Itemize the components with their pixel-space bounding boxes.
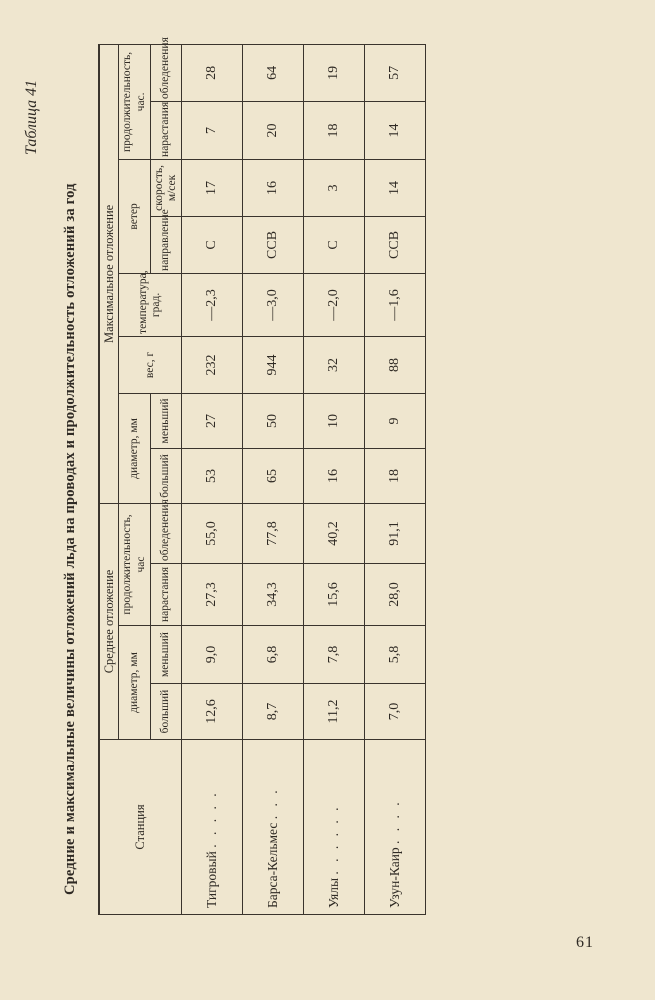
leader-dots: . . . . . . — [326, 804, 342, 875]
wind-direction: С — [182, 216, 243, 273]
avg-duration-icing: 77,8 — [243, 503, 304, 563]
header-max-duration: продолжительность, час. — [119, 44, 150, 159]
avg-duration-icing: 91,1 — [365, 503, 426, 563]
avg-duration-icing: 55,0 — [182, 503, 243, 563]
ice-deposit-table — [98, 37, 426, 915]
header-avg-t-icing: обледенения — [150, 503, 181, 563]
avg-duration-icing: 40,2 — [304, 503, 365, 563]
table-label: Таблица 41 — [23, 79, 40, 155]
wind-speed: 16 — [243, 159, 304, 216]
header-avg-d-smaller: меньший — [150, 626, 181, 684]
max-weight: 944 — [243, 336, 304, 393]
header-wind-direction: направление — [150, 216, 181, 273]
max-temperature: —1,6 — [365, 273, 426, 336]
wind-speed: 17 — [182, 159, 243, 216]
max-temperature: —3,0 — [243, 273, 304, 336]
avg-diameter-larger: 8,7 — [243, 684, 304, 740]
header-avg-duration: продолжительность, час — [119, 503, 150, 625]
header-max-diameter: диаметр, мм — [119, 393, 150, 503]
header-max-d-larger: больший — [150, 448, 181, 503]
header-wind-speed: скорость, м/сек — [150, 159, 181, 216]
avg-diameter-smaller: 5,8 — [365, 626, 426, 684]
max-diameter-larger: 16 — [304, 448, 365, 503]
header-average-deposit: Среднее отложение — [99, 503, 119, 739]
avg-duration-growth: 15,6 — [304, 564, 365, 626]
header-max-t-icing: обледенения — [150, 44, 181, 101]
header-wind: ветер — [119, 159, 150, 273]
max-weight: 232 — [182, 336, 243, 393]
max-duration-icing: 64 — [243, 44, 304, 101]
wind-direction: С — [304, 216, 365, 273]
avg-duration-growth: 34,3 — [243, 564, 304, 626]
avg-diameter-smaller: 6,8 — [243, 626, 304, 684]
station-name: Тигровый — [204, 851, 220, 908]
max-duration-growth: 20 — [243, 101, 304, 159]
header-avg-diameter: диаметр, мм — [119, 626, 150, 740]
max-temperature: —2,3 — [182, 273, 243, 336]
max-diameter-smaller: 9 — [365, 393, 426, 448]
max-diameter-smaller: 27 — [182, 393, 243, 448]
wind-direction: ССВ — [243, 216, 304, 273]
leader-dots: . . . . — [387, 799, 403, 844]
wind-speed: 14 — [365, 159, 426, 216]
max-temperature: —2,0 — [304, 273, 365, 336]
table-row — [243, 44, 304, 914]
header-temperature: температура, град. — [119, 273, 182, 336]
header-max-d-smaller: меньший — [150, 393, 181, 448]
header-maximum-deposit: Максимальное отложение — [99, 44, 119, 503]
max-weight: 88 — [365, 336, 426, 393]
station-name: Барса-Кельмес — [265, 822, 281, 908]
max-duration-icing: 19 — [304, 44, 365, 101]
max-duration-growth: 7 — [182, 101, 243, 159]
table-body — [182, 44, 426, 914]
station-name: Узун-Каир — [387, 847, 403, 908]
table-row — [304, 44, 365, 914]
station-cell — [365, 740, 426, 915]
station-cell — [182, 740, 243, 915]
max-duration-icing: 57 — [365, 44, 426, 101]
avg-diameter-smaller: 9,0 — [182, 626, 243, 684]
header-station: Станция — [99, 740, 182, 915]
station-name: Уялы — [326, 877, 342, 908]
max-duration-growth: 18 — [304, 101, 365, 159]
avg-diameter-smaller: 7,8 — [304, 626, 365, 684]
avg-duration-growth: 28,0 — [365, 564, 426, 626]
leader-dots: . . . . . — [204, 790, 220, 848]
max-duration-icing: 28 — [182, 44, 243, 101]
max-diameter-larger: 65 — [243, 448, 304, 503]
table-title: Средние и максимальные величины отложений льда на проводах и продолжительность отложений за год — [62, 183, 78, 895]
avg-diameter-larger: 11,2 — [304, 684, 365, 740]
header-avg-d-larger: больший — [150, 684, 181, 740]
leader-dots: . . . — [265, 787, 281, 820]
station-cell — [304, 740, 365, 915]
avg-diameter-larger: 12,6 — [182, 684, 243, 740]
avg-diameter-larger: 7,0 — [365, 684, 426, 740]
header-weight: вес, г — [119, 336, 182, 393]
wind-speed: 3 — [304, 159, 365, 216]
max-diameter-larger: 53 — [182, 448, 243, 503]
avg-duration-growth: 27,3 — [182, 564, 243, 626]
max-diameter-smaller: 10 — [304, 393, 365, 448]
page-number: 61 — [576, 934, 594, 951]
max-diameter-smaller: 50 — [243, 393, 304, 448]
max-duration-growth: 14 — [365, 101, 426, 159]
table-row — [182, 44, 243, 914]
header-max-t-growth: нарастания — [150, 101, 181, 159]
max-diameter-larger: 18 — [365, 448, 426, 503]
header-avg-t-growth: нарастания — [150, 564, 181, 626]
wind-direction: ССВ — [365, 216, 426, 273]
max-weight: 32 — [304, 336, 365, 393]
table-row — [365, 44, 426, 914]
station-cell — [243, 740, 304, 915]
